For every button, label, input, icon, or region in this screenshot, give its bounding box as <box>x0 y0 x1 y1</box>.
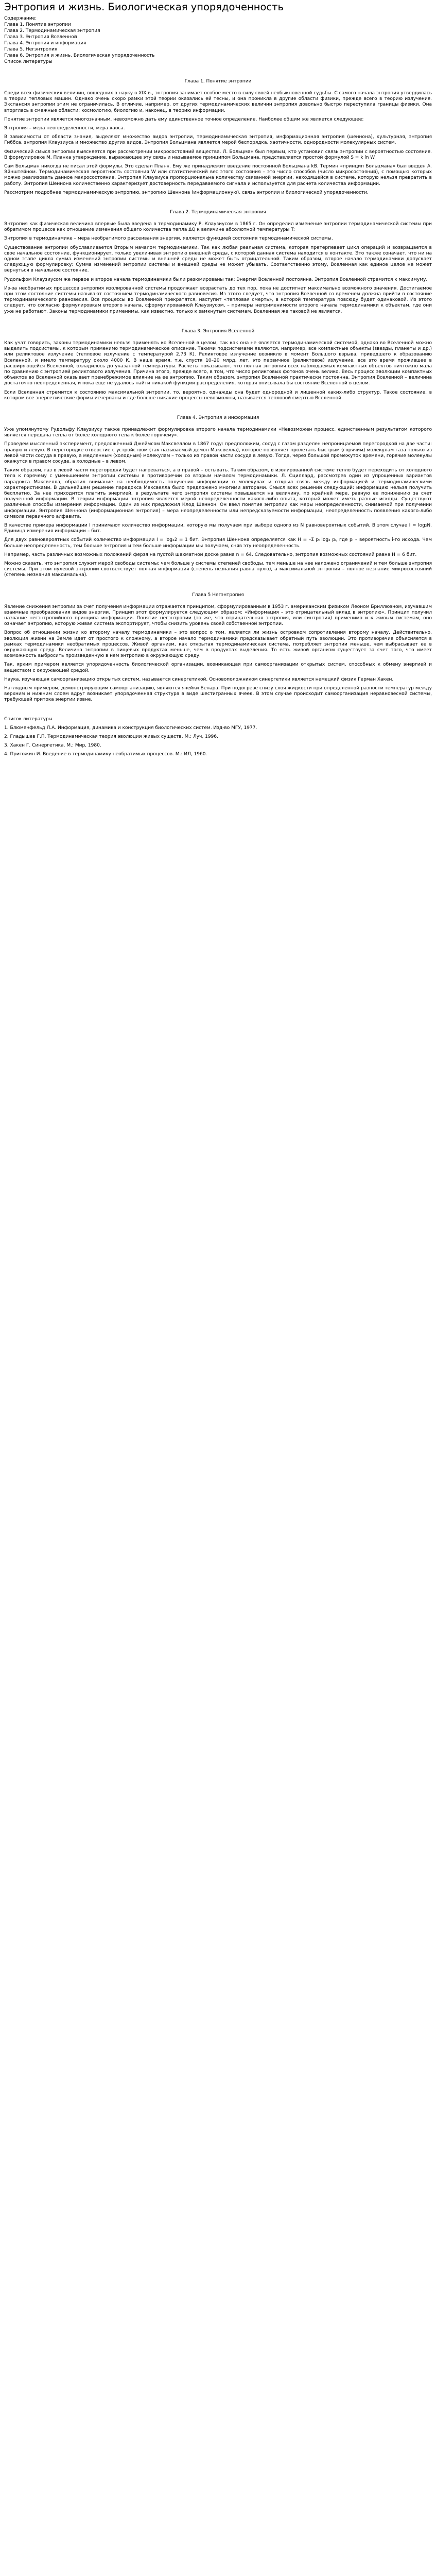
paragraph: Проведем мысленный эксперимент, предложенный Джеймсом Максвеллом в 1867 году: предположим, сосуд с газом разделен непроницаемой перегородкой на две части: правую и левую. В перегородке отверстие с устройством (так называемый демон Максвелла), которое позволяет пролетать быстрым (горячим) молекулам газа только из левой части сосуда в правую, а медленным (холодным) молекулам – только из правой части сосуда в левую. Тогда, через большой промежуток времени, горячие молекулы окажутся в правом сосуде, а холодные – в левом. <box>4 442 432 464</box>
paragraph: Например, часть различных возможных положений ферзя на пустой шахматной доске равна n = 64. Следовательно, энтропия возможных состояний равна H = 6 бит. <box>4 552 417 557</box>
toc-item[interactable]: Список литературы <box>4 59 53 64</box>
toc-item[interactable]: Глава 5. Негэнтропия <box>4 47 58 52</box>
page-title: Энтропия и жизнь. Биологическая упорядоченность <box>4 1 284 13</box>
paragraph: Таким образом, газ в левой части перегородки будет нагреваться, а в правой – остывать. Таким образом, в изолированной системе тепло будет переходить от холодного тела к горячему с уменьшением энтропии системы в противоречии со вторым началом термодинамики. Л. Сциллард, рассмотрев один из упрощенных вариантов парадокса Максвелла, обратил внимание на необходимость получения информации о молекулах и открыл связь между информацией и термодинамическими характеристиками. В дальнейшем решение парадокса Максвелла было предложено многими авторами. Смысл всех решений следующий: информацию нельзя получить бесплатно. За нее приходится платить энергией, в результате чего энтропия системы повышается на величину, по крайней мере, равную ее понижению за счет полученной информации. В теории информации энтропия является мерой неопределенности какого-либо опыта, который может иметь разные исходы. Существуют различные способы измерения информации. Один из них предложил Клод Шеннон. Он ввел понятие энтропии как меры неопределенности, снимаемой при получении информации. Энтропия Шеннона (информационная энтропия) – мера неопределенности или непредсказуемости информации, неопределенность появления какого-либо символа первичного алфавита. <box>4 468 432 519</box>
toc-label: Содержание: <box>4 16 37 21</box>
toc-item[interactable]: Глава 1. Понятие энтропии <box>4 22 71 27</box>
paragraph: Если Вселенная стремится к состоянию максимальной энтропии, то, вероятно, однажды она будет однородной и лишенной каких-либо структур. Такое состояние, в котором все энергетические формы исчерпаны и где больше никакие процессы невозможны, называется тепловой смертью Вселенной. <box>4 389 432 401</box>
paragraph: Энтропия в термодинамике – мера необратимого рассеивания энергии, является функцией состояния термодинамической системы. <box>4 236 333 242</box>
paragraph: Энтропия – мера неопределенности, мера хаоса. <box>4 126 125 131</box>
table-of-contents <box>4 15 432 65</box>
reference-item: 3. Хакен Г. Синергетика. М.: Мир, 1980. <box>4 742 101 748</box>
paragraph: Существование энтропии обуславливается Вторым началом термодинамики. Так как любая реальная система, которая претерпевает цикл операций и возвращается в свое начальное состояние, функционирует, только увеличивая энтропию внешней среды, с которой данная система находится в контакте. Это также означает, что ни на одном этапе цикла сумма изменений энтропии системы и внешней среды не может быть отрицательной. Таким образом, второе начало термодинамики допускает следующую формулировку: Сумма изменений энтропии системы и внешней среды не может убывать. Соответственно этому, Вселенная как единое целое не может вернуться в начальное состояние. <box>4 245 432 274</box>
chapter-heading: Глава 5 Негэнтропия <box>192 592 244 598</box>
paragraph: Сам Больцман никогда не писал этой формулы. Это сделал Планк. Ему же принадлежит введение постоянной Больцмана kB. Термин «принцип Больцмана» был введен А. Эйнштейном. Термодинамическая вероятность состояния W или статистический вес этого состояния – это число способов (число микросостояний), с помощью которых можно реализовать данное макросостояние. Энтропия Клаузиуса пропорциональна количеству связанной энергии, находящейся в системе, которую нельзя превратить в работу. Энтропия Шеннона количественно характеризует достоверность передаваемого сигнала и используется для расчета количества информации. <box>4 164 432 187</box>
paragraph: Наука, изучающая самоорганизацию открытых систем, называется синергетикой. Основоположником синергетики является немецкий физик Герман Хакен. <box>4 676 394 682</box>
paragraph: Физический смысл энтропии выясняется при рассмотрении микросостояний вещества. Л. Больцман был первым, кто установил связь энтропии с вероятностью состояния. В формулировке М. Планка утверждение, выражающее эту связь и называемое принципом Больцмана, представляется простой формулой S = k ln W. <box>4 149 432 160</box>
paragraph: Уже упомянутому Рудольфу Клаузиусу также принадлежит формулировка второго начала термодинамики «Невозможен процесс, единственным результатом которого является передача тепла от более холодного тела к более горячему». <box>4 427 432 438</box>
paragraph: Рассмотрим подробнее термодинамическую энтропию, энтропию Шеннона (информационную), связь энтропии и биологической упорядоченности. <box>4 190 369 195</box>
paragraph: В зависимости от области знания, выделяют множество видов энтропии, термодинамическая энтропия, информационная энтропия (шеннона), культурная, энтропия Гиббса, энтропия Клаузиуса и множество других видов. Энтропия Больцмана является мерой беспорядка, хаотичности, однородности молекулярных систем. <box>4 134 432 146</box>
chapter-heading: Глава 4. Энтропия и информация <box>177 415 259 420</box>
paragraph: Энтропия как физическая величина впервые была введена в термодинамику Р. Клаузиусом в 1865 г. Он определил изменение энтропии термодинамической системы при обратимом процессе как отношение изменения общего количества тепла ΔQ к величине абсолютной температуры T: <box>4 222 432 233</box>
paragraph: Из-за необратимых процессов энтропия изолированной системы продолжает возрастать до тех пор, пока не достигнет максимально возможного значения. Достигаемое при этом состояние системы называют состоянием термодинамического равновесия. Из этого следует, что энтропия Вселенной со временем должна прийти в состояние термодинамического равновесия. Все процессы во Вселенной прекратятся, наступит «тепловая смерть», в которой температура повсюду будет одинаковой. Из этого следует, что согласно формулировкам второго начала, сформулированной Клаузиусом, – примеры неприменимости второго начала термодинамики к объектам, где они уже не работают. Законы термодинамики применимы, как известно, только к замкнутым системам, Вселенная же таковой не является. <box>4 285 432 314</box>
paragraph: Понятие энтропии является многозначным, невозможно дать ему единственное точное определение. Наиболее общим же является следующее: <box>4 116 364 122</box>
paragraph: Можно сказать, что энтропия служит мерой свободы системы: чем больше у системы степеней свободы, тем меньше на нее наложено ограничений и тем больше энтропия системы. При этом нулевой энтропии соответствует полная информация (степень незнания равна нулю), а максимальной энтропии – полное незнание микросостояний (степень незнания максимальна). <box>4 561 432 578</box>
toc-item[interactable]: Глава 3. Энтропия Вселенной <box>4 35 77 40</box>
chapters <box>4 78 432 703</box>
paragraph: Среди всех физических величин, вошедших в науку в XIX в., энтропия занимает особое место в силу своей необыкновенной судьбы. С самого начала энтропия утвердилась в теории тепловых машин. Однако очень скоро рамки этой теории оказались ей тесны, и она проникла в другие области физики, прежде всего в теорию излучения. Экспансия энтропии этим не ограничилась. В отличие, например, от других термодинамических величин энтропия довольно быстро переступила границы физики. Она вторглась в смежные области: космологию, биологию и, наконец, в теорию информации. <box>4 91 432 113</box>
paragraph: Для двух равновероятных событий количество информации I = log₂2 = 1 бит. Энтропия Шеннона определяется как H = –Σ pᵢ log₂ pᵢ, где pᵢ – вероятность i-го исхода. Чем больше неопределенность, тем больше энтропия и тем больше информации мы получаем, сняв эту неопределенность. <box>4 537 432 549</box>
references-list <box>4 725 432 757</box>
reference-item: 2. Гладышев Г.П. Термодинамическая теория эволюции живых существ. М.: Луч, 1996. <box>4 734 218 739</box>
chapter-section <box>4 415 432 579</box>
toc-item[interactable]: Глава 4. Энтропия и информация <box>4 41 86 46</box>
references-heading: Список литературы <box>4 716 53 722</box>
paragraph: Явление снижения энтропии за счет получения информации отражается принципом, сформулированным в 1953 г. американским физиком Леоном Бриллюэном, изучавшим взаимные преобразования видов энергии. Принцип этот формулируется следующим образом: «Информация – это отрицательный вклад в энтропию». Принцип получил название негэнтропийного принципа информации. Понятие негэнтропии (то же, что отрицательная энтропия, или синтропия) применимо и к живым системам, оно означает энтропию, которую живая система экспортирует, чтобы снизить уровень своей собственной энтропии. <box>4 604 432 627</box>
paragraph: Наглядным примером, демонстрирующим самоорганизацию, являются ячейки Бенара. При подогреве снизу слоя жидкости при определенной разности температур между верхним и нижним слоем вдруг возникает упорядоченная структура в виде шестигранных ячеек. В этом случае происходит самоорганизация неравновесной системы, требующей притока энергии извне. <box>4 686 432 703</box>
chapter-heading: Глава 1. Понятие энтропии <box>184 79 252 84</box>
chapter-section <box>4 328 432 401</box>
chapter-section <box>4 209 432 315</box>
document <box>4 0 432 757</box>
paragraph: Рудольфом Клаузиусом же первое и второе начала термодинамики были резюмированы так: Энергия Вселенной постоянна. Энтропия Вселенной стремится к максимуму. <box>4 277 428 282</box>
paragraph: Вопрос об отношении жизни ко второму началу термодинамики – это вопрос о том, является ли жизнь островком сопротивления второму началу. Действительно, эволюция жизни на Земле идет от простого к сложному, а второе начало термодинамики предсказывает обратный путь эволюции. Это противоречие объясняется в рамках термодинамики необратимых процессов. Живой организм, как открытая термодинамическая система, потребляет энтропии меньше, чем выбрасывает ее в окружающую среду. Величина энтропии в пищевых продуктах меньше, чем в продуктах выделения. То есть живой организм существует за счет того, что имеет возможность выбросить произведенную в нем энтропию в окружающую среду. <box>4 630 432 659</box>
toc-item[interactable]: Глава 6. Энтропия и жизнь. Биологическая упорядоченность <box>4 53 155 58</box>
chapter-section <box>4 78 432 196</box>
chapter-heading: Глава 2. Термодинамическая энтропия <box>170 210 266 215</box>
paragraph: В качестве примера информации I принимают количество информации, которую мы получаем при выборе одного из N равновероятных событий. В этом случае I = log₂N. Единица измерения информации – бит. <box>4 522 432 534</box>
chapter-section <box>4 592 432 703</box>
paragraph: Как учат говорить, законы термодинамики нельзя применять ко Вселенной в целом, так как она не является термодинамической системой, однако во Вселенной можно выделить подсистемы, к которым применимо термодинамическое описание. Такими подсистемами являются, например, все компактные объекты (звезды, планеты и др.) или реликтовое излучение (тепловое излучение с температурой 2,73 К). Реликтовое излучение возникло в момент Большого взрыва, приведшего к образованию Вселенной, и имело температуру около 4000 К. В наше время, т.е. спустя 10–20 млрд. лет, это первичное (реликтовое) излучение, все это время прожившее в расширяющейся Вселенной, охладилось до указанной температуры. Расчеты показывают, что полная энтропия всех наблюдаемых компактных объектов ничтожно мала по сравнению с энтропией реликтового излучения. Причина этого, прежде всего, в том, что число реликтовых фотонов очень велико. Весь процесс эволюции компактных объектов во Вселенной оказывает пренебрежимое влияние на ее энтропию. Таким образом, энтропия Вселенной практически постоянна. Энтропия Вселенной – величина достаточно неопределенная, и пока еще не удалось найти никакой функции распределения, которая описывала бы состояние Вселенной в целом. <box>4 340 432 386</box>
chapter-heading: Глава 3. Энтропия Вселенной <box>181 328 255 334</box>
paragraph: Так, ярким примером является упорядоченность биологической организации, возникающая при самоорганизации открытых систем, способных к обмену энергией и веществом с окружающей средой. <box>4 662 432 673</box>
toc-item[interactable]: Глава 2. Термодинамическая энтропия <box>4 28 100 33</box>
reference-item: 1. Блюменфельд Л.А. Информация, динамика и конструкция биологических систем. Изд-во МГУ, 1977. <box>4 725 257 731</box>
reference-item: 4. Пригожин И. Введение в термодинамику необратимых процессов. М.: ИЛ, 1960. <box>4 751 207 757</box>
